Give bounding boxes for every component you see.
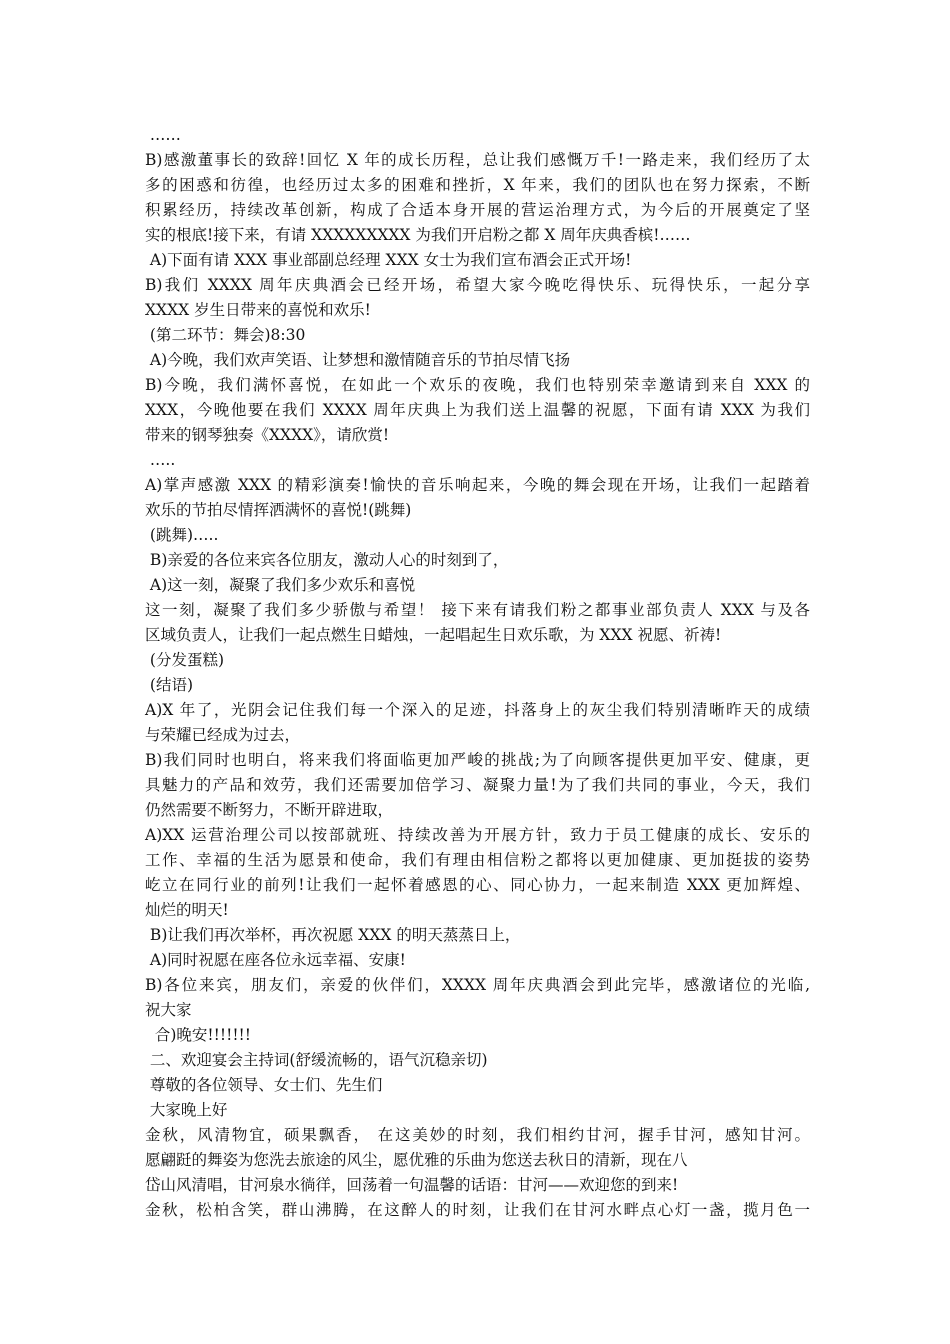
text-line: 与荣耀已经成为过去， <box>145 726 301 744</box>
text-line: XXX，今晚他要在我们 XXXX 周年庆典上为我们送上温馨的祝愿，下面有请 XXX 为我们 <box>145 401 810 419</box>
text-line: A)X 年了，光阴会记住我们每一个深入的足迹，抖落身上的灰尘我们特别清晰昨天的成绩 <box>145 701 810 719</box>
document-body <box>145 123 810 1223</box>
text-line: 岱山风清唱，甘河泉水徜徉，回荡着一句温馨的话语：甘河——欢迎您的到来! <box>145 1176 679 1194</box>
text-line: ….. <box>145 451 176 469</box>
text-line: 多的困惑和彷徨，也经历过太多的困难和挫折，X 年来，我们的团队也在努力探索，不断 <box>145 176 810 194</box>
text-line: B)今晚，我们满怀喜悦，在如此一个欢乐的夜晚，我们也特别荣幸邀请到来自 XXX 的 <box>145 376 810 394</box>
text-line: 二、欢迎宴会主持词(舒缓流畅的，语气沉稳亲切) <box>145 1051 488 1069</box>
text-line: A)掌声感激 XXX 的精彩演奏!愉快的音乐响起来，今晚的舞会现在开场，让我们一起踏着 <box>145 476 810 494</box>
text-line: A)今晚，我们欢声笑语、让梦想和激情随音乐的节拍尽情飞扬 <box>145 351 571 369</box>
text-line: 屹立在同行业的前列!让我们一起怀着感恩的心、同心协力，一起来制造 XXX 更加辉煌、 <box>145 876 810 894</box>
text-line: 带来的钢琴独奏《XXXX》，请欣赏! <box>145 426 390 444</box>
text-line: 金秋，风清物宜，硕果飘香， 在这美妙的时刻，我们相约甘河，握手甘河，感知甘河。 <box>145 1126 810 1144</box>
text-line: B)我们 XXXX 周年庆典酒会已经开场，希望大家今晚吃得快乐、玩得快乐，一起分享 <box>145 276 810 294</box>
text-line: XXXX 岁生日带来的喜悦和欢乐! <box>145 301 371 319</box>
text-line: (结语) <box>145 676 194 694</box>
text-line: 区域负责人，让我们一起点燃生日蜡烛，一起唱起生日欢乐歌，为 XXX 祝愿、祈祷! <box>145 626 722 644</box>
text-line: 尊敬的各位领导、女士们、先生们 <box>145 1076 383 1094</box>
text-line: 仍然需要不断努力，不断开辟进取， <box>145 801 394 819</box>
text-line: B)感激董事长的致辞!回忆 X 年的成长历程，总让我们感慨万千!一路走来，我们经历了太 <box>145 151 810 169</box>
text-line: 大家晚上好 <box>145 1101 228 1119</box>
text-line: (第二环节：舞会)8:30 <box>145 326 306 344</box>
text-line: 工作、幸福的生活为愿景和使命，我们有理由相信粉之都将以更加健康、更加挺拔的姿势 <box>145 851 810 869</box>
text-line: …… <box>145 126 181 144</box>
text-line: 欢乐的节拍尽情挥洒满怀的喜悦!(跳舞) <box>145 501 412 519</box>
text-line: B)让我们再次举杯，再次祝愿 XXX 的明天蒸蒸日上， <box>145 926 521 944</box>
text-line: 金秋，松柏含笑，群山沸腾，在这醉人的时刻，让我们在甘河水畔点心灯一盏，揽月色一 <box>145 1201 810 1219</box>
text-line: B)我们同时也明白，将来我们将面临更加严峻的挑战;为了向顾客提供更加平安、健康，更 <box>145 751 810 769</box>
text-line: 实的根底!接下来，有请 XXXXXXXXX 为我们开启粉之都 X 周年庆典香槟!…… <box>145 226 691 244</box>
text-line: A)同时祝愿在座各位永远幸福、安康! <box>145 951 406 969</box>
text-line: A)XX 运营治理公司以按部就班、持续改善为开展方针，致力于员工健康的成长、安乐的 <box>145 826 810 844</box>
text-line: (跳舞)….. <box>145 526 219 544</box>
text-line: 具魅力的产品和效劳，我们还需要加倍学习、凝聚力量!为了我们共同的事业，今天，我们 <box>145 776 810 794</box>
text-line: (分发蛋糕) <box>145 651 225 669</box>
text-line: 愿翩跹的舞姿为您洗去旅途的风尘，愿优雅的乐曲为您送去秋日的清新，现在八 <box>145 1151 688 1169</box>
text-line: 灿烂的明天! <box>145 901 229 919</box>
text-line: 积累经历，持续改革创新，构成了合适本身开展的营运治理方式，为今后的开展奠定了坚 <box>145 201 810 219</box>
text-line: 祝大家 <box>145 1001 192 1019</box>
text-line: A)这一刻，凝聚了我们多少欢乐和喜悦 <box>145 576 416 594</box>
text-line: A)下面有请 XXX 事业部副总经理 XXX 女士为我们宣布酒会正式开场! <box>145 251 632 269</box>
text-line: 合)晚安!!!!!!! <box>145 1026 252 1044</box>
text-line: B)各位来宾，朋友们，亲爱的伙伴们，XXXX 周年庆典酒会到此完毕，感激诸位的光临, <box>145 976 810 994</box>
text-line: B)亲爱的各位来宾各位朋友，激动人心的时刻到了， <box>145 551 509 569</box>
text-line: 这一刻，凝聚了我们多少骄傲与希望！ 接下来有请我们粉之都事业部负责人 XXX 与及各 <box>145 601 810 619</box>
